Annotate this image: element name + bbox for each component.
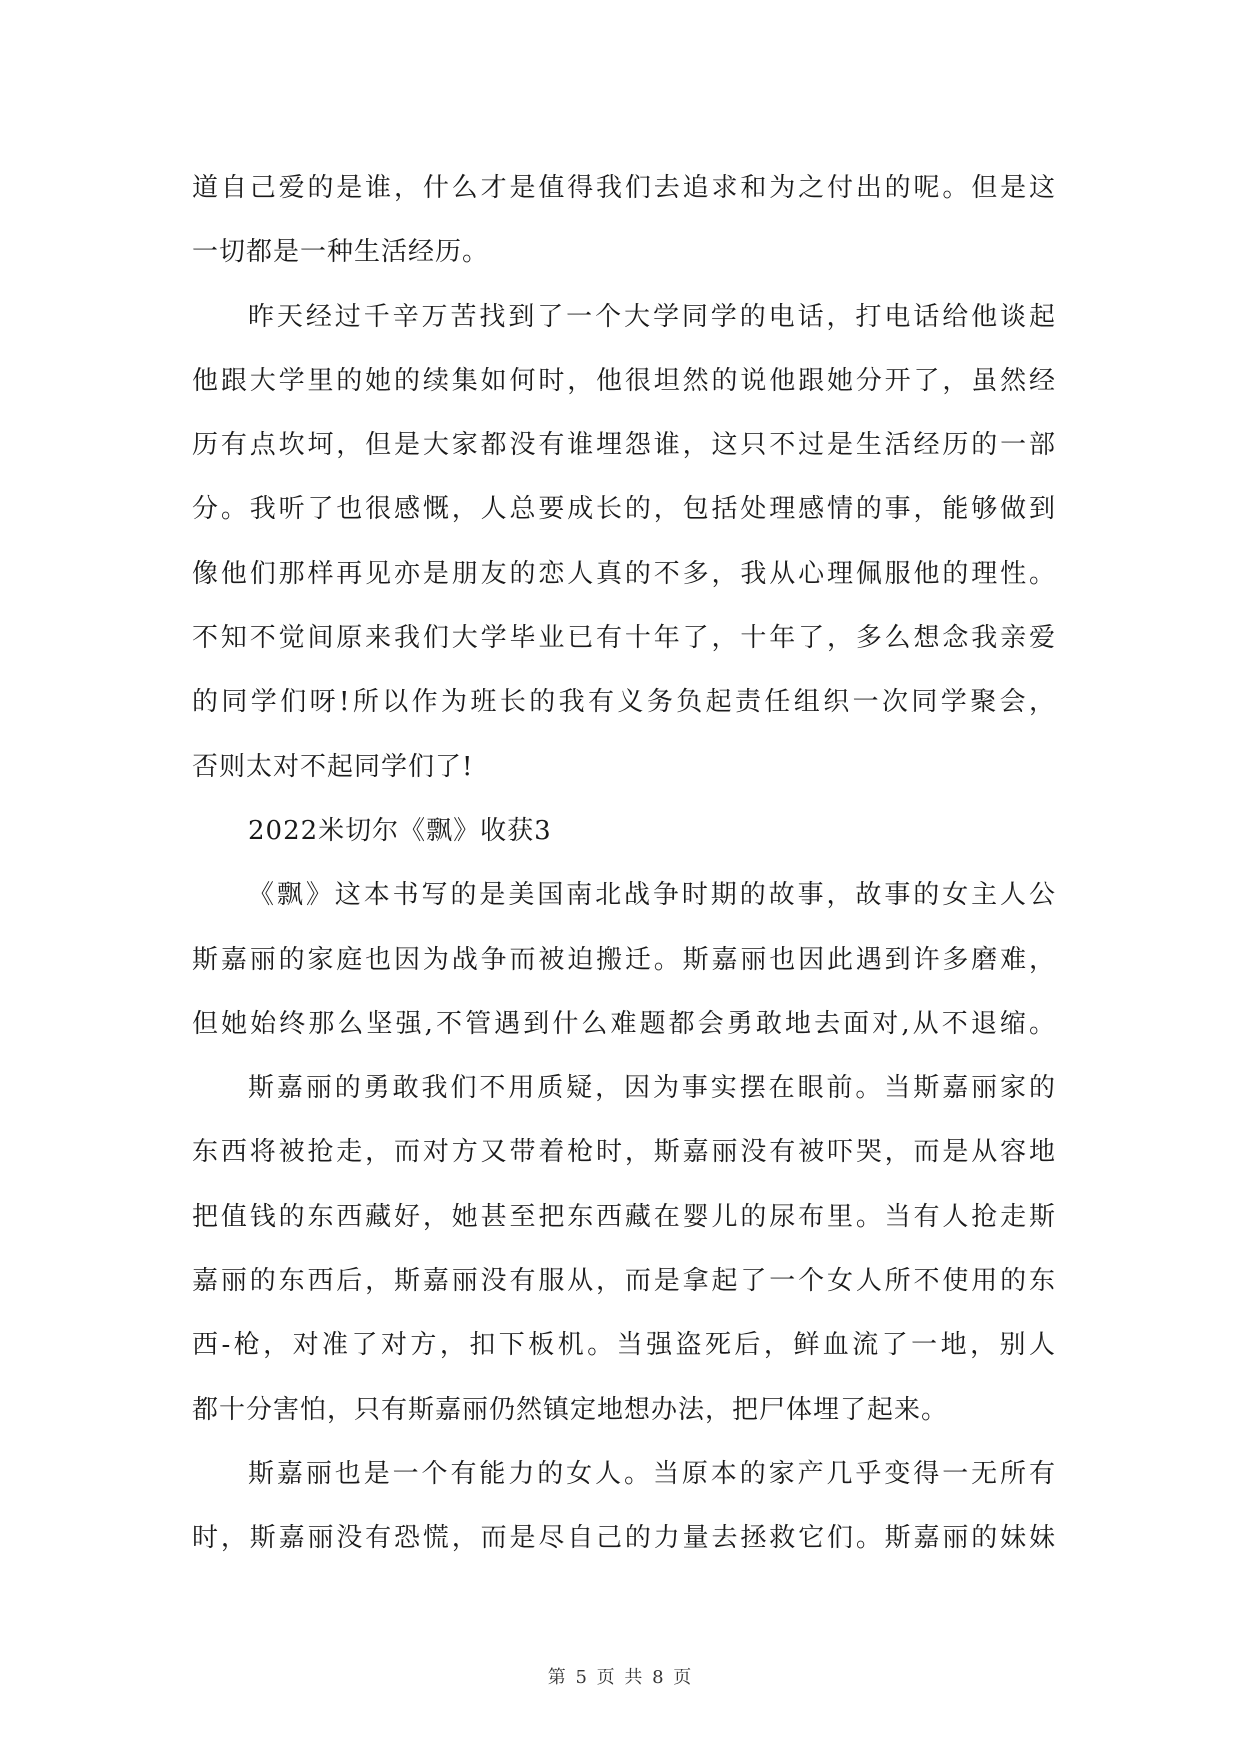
text-line: 像他们那样再见亦是朋友的恋人真的不多，我从心理佩服他的理性。 — [192, 558, 1056, 589]
text-line: 斯嘉丽也是一个有能力的女人。当原本的家产几乎变得一无所有 — [248, 1458, 1056, 1489]
text-line: 道自己爱的是谁，什么才是值得我们去追求和为之付出的呢。但是这 — [192, 173, 1056, 203]
text-line: 嘉丽的东西后，斯嘉丽没有服从，而是拿起了一个女人所不使用的东 — [192, 1266, 1056, 1297]
section-heading: 2022米切尔《飘》收获3 — [248, 815, 552, 846]
text-line: 否则太对不起同学们了! — [192, 751, 474, 782]
text-line: 他跟大学里的她的续集如何时，他很坦然的说他跟她分开了，虽然经 — [192, 365, 1056, 396]
text-line: 昨天经过千辛万苦找到了一个大学同学的电话，打电话给他谈起 — [248, 301, 1056, 332]
text-line: 一切都是一种生活经历。 — [192, 237, 490, 268]
text-line: 斯嘉丽的勇敢我们不用质疑，因为事实摆在眼前。当斯嘉丽家的 — [248, 1073, 1056, 1104]
text-line: 《飘》这本书写的是美国南北战争时期的故事，故事的女主人公 — [248, 880, 1056, 911]
text-line: 分。我听了也很感慨，人总要成长的，包括处理感情的事，能够做到 — [192, 494, 1056, 525]
text-line: 斯嘉丽的家庭也因为战争而被迫搬迁。斯嘉丽也因此遇到许多磨难， — [192, 944, 1056, 975]
text-line: 把值钱的东西藏好，她甚至把东西藏在婴儿的尿布里。当有人抢走斯 — [192, 1201, 1056, 1232]
text-line: 时，斯嘉丽没有恐慌，而是尽自己的力量去拯救它们。斯嘉丽的妹妹 — [192, 1523, 1056, 1554]
text-line: 不知不觉间原来我们大学毕业已有十年了，十年了，多么想念我亲爱 — [192, 623, 1056, 654]
page-footer: 第 5 页 共 8 页 — [547, 1667, 694, 1688]
text-line: 历有点坎坷，但是大家都没有谁埋怨谁，这只不过是生活经历的一部 — [192, 430, 1056, 461]
text-line: 东西将被抢走，而对方又带着枪时，斯嘉丽没有被吓哭，而是从容地 — [192, 1137, 1056, 1168]
text-line: 都十分害怕，只有斯嘉丽仍然镇定地想办法，把尸体埋了起来。 — [192, 1394, 949, 1425]
text-line: 但她始终那么坚强,不管遇到什么难题都会勇敢地去面对,从不退缩。 — [192, 1008, 1056, 1039]
body-text — [192, 156, 1056, 1571]
text-line: 西-枪，对准了对方，扣下板机。当强盗死后，鲜血流了一地，别人 — [192, 1330, 1056, 1361]
text-line: 的同学们呀!所以作为班长的我有义务负起责任组织一次同学聚会， — [192, 687, 1056, 718]
